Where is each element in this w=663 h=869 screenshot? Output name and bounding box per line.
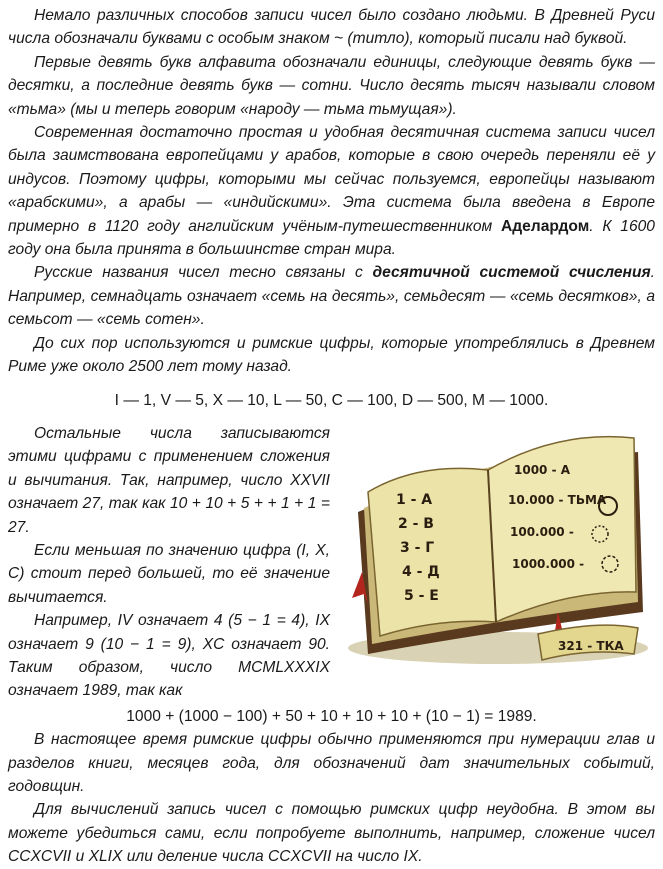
book-left-line: 4 - Д [402, 563, 440, 580]
book-right-line: 10.000 - ТЬМА [508, 492, 607, 507]
scroll-text: 321 - ТКА [558, 638, 624, 653]
book-left-line: 2 - В [398, 515, 434, 532]
paragraph-modern-usage: В настоящее время римские цифры обычно применяются при нумерации глав и разделов книги, месяцев года, для обозначений дат значительных событий, годовщин. [8, 731, 655, 795]
name-adelard: Аделардом [500, 217, 590, 235]
text-fragment: Русские названия чисел тесно связаны с [34, 264, 373, 282]
book-left-line: 5 - Е [404, 587, 439, 604]
formula-1989: 1000 + (1000 − 100) + 50 + 10 + 10 + 10 + (10 − 1) = 1989. [126, 707, 537, 725]
book-right-line: 100.000 - [510, 524, 574, 539]
bottom-section [8, 728, 655, 868]
old-book-illustration [338, 422, 655, 668]
paragraph-subtraction-rule: Если меньшая по значению цифра (I, X, C) стоит перед большей, то её значение вычитается. [8, 541, 330, 606]
textbook-page [8, 4, 655, 869]
book-left-line: 1 - А [396, 491, 433, 508]
term-decimal-system: десятичной системой счисления [372, 264, 651, 282]
roman-numerals-list: I — 1, V — 5, X — 10, L — 50, C — 100, D — 500, M — 1000. [114, 391, 549, 409]
paragraph-russian-numerals: Немало различных способов записи чисел было создано людьми. В Древней Руси числа обозначали буквами с особым знаком ~ (титло), который писали над буквой. [8, 7, 655, 48]
book-left-line: 3 - Г [400, 539, 435, 556]
paragraph-decimal-history [8, 121, 655, 261]
text-fragment: . К 1600 году она была принята в большинстве стран мира. [8, 217, 655, 259]
roman-rules-section [8, 422, 655, 703]
paragraph-examples: Например, IV означает 4 (5 − 1 = 4), IX означает 9 (10 − 1 = 9), XC означает 90. Таким образом, число MCMLXXXIX означает 1989, так как [8, 612, 330, 700]
paragraph-letter-numerals: Первые девять букв алфавита обозначали единицы, следующие девять букв — десятки, а последние девять букв — сотни. Число десять тысяч называли словом «тьма» (мы и теперь говорим «народу — тьма тьмущая»). [8, 53, 655, 118]
left-text-column [8, 422, 330, 703]
book-right-line: 1000 - А [514, 462, 571, 477]
paragraph-roman-intro: До сих пор используются и римские цифры, которые употреблялись в Древнем Риме уже около 2500 лет тому назад. [8, 334, 655, 376]
text-fragment: Современная достаточно простая и удобная десятичная система записи чисел была заимствована европейцами у арабов, которые в свою очередь переняли её у индусов. Поэтому цифры, которыми мы сейчас пользуемся, европейцы называют «арабскими», а арабы — «индийскими». Эта система была введена в Европе примерно в 1120 году английским учёным-путешественником [8, 124, 655, 235]
text-fragment: . Например, семнадцать означает «семь на десять», семьдесят — «семь десятков», а семьсот — «семь сотен». [8, 264, 655, 329]
paragraph-russian-names [8, 261, 655, 331]
paragraph-inconvenience: Для вычислений запись чисел с помощью римских цифр неудобна. В этом вы можете убедиться сами, если попробуете выполнить, например, сложение чисел CCXCVII и XLIX или деление числа CCXCVII на число IX. [8, 801, 655, 866]
paragraph-addition-rule: Остальные числа записываются этими цифрами с применением сложения и вычитания. Так, например, число XXVII означает 27, так как 10 + 10 + 5 + + 1 + 1 = 27. [8, 424, 330, 536]
book-right-line: 1000.000 - [512, 556, 585, 571]
